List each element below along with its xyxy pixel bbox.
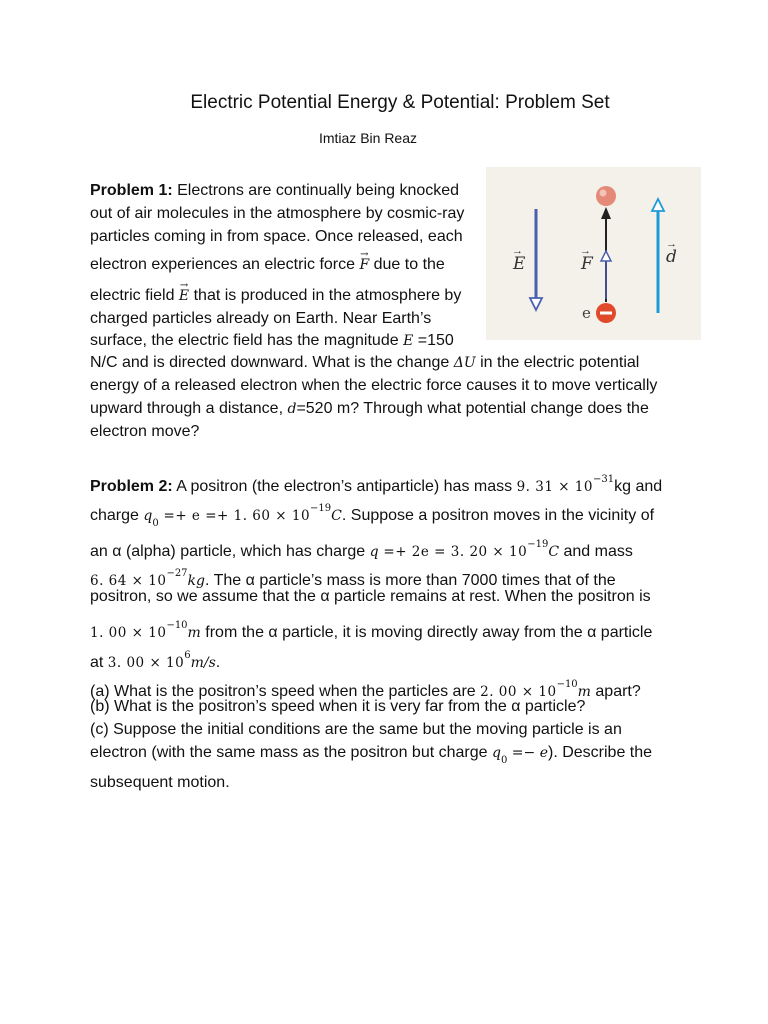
p1-line-2: out of air molecules in the atmosphere by cosmic-ray [90,205,465,222]
particle-top-icon [596,186,616,206]
p2-text: . [215,654,221,671]
field-symbol: → E [179,285,189,308]
electron-label: e [582,304,591,322]
force-label: F [581,254,593,274]
p2-text: electron (with the same mass as the positron but charge [90,744,492,761]
p1-text: in the electric potential [475,354,640,371]
math-value: =− e [507,745,548,761]
p2-text: and mass [559,543,633,560]
p2-text: kg and [614,478,663,495]
math-value: =+ e =+ 1. 60 × 10 [158,508,311,524]
math-exponent: −19 [527,539,549,550]
p1-line-5 [90,284,461,308]
math-value: 9. 31 × 10 [516,479,593,495]
author-name: Imtiaz Bin Reaz [318,130,418,146]
p2-text: apart? [590,683,641,700]
p1-text: Electrons are continually being knocked [172,182,460,199]
math-exponent: −31 [593,474,615,485]
math-subscript: 0 [500,755,508,766]
p2-line-7 [90,644,220,675]
p1-line-11: electron move? [90,423,200,440]
p2-text: an α (alpha) particle, which has charge [90,543,370,560]
math-symbol: q [491,745,501,761]
p1-line-1 [90,179,459,202]
math-value: =+ 2e = 3. 20 × 10 [378,544,528,560]
force-symbol: → F [359,254,369,277]
p1-text: that is produced in the atmosphere by [189,287,462,304]
p2-text: from the α particle, it is moving directly away from the α particle [200,624,653,641]
math-unit: C [548,544,560,560]
math-value: 6. 64 × 10 [90,573,167,589]
math-unit: m [577,684,591,700]
math-unit: m [187,625,201,641]
p1-line-6: charged particles already on Earth. Near Earth’s [90,310,432,327]
displacement-label: d [666,247,677,267]
p2-question-c-line-3: subsequent motion. [90,774,230,791]
figure-svg [486,167,701,340]
math-exponent: −27 [166,568,188,579]
p2-line-6 [90,614,652,645]
p1-line-9: energy of a released electron when the electric force causes it to move vertically [90,377,658,394]
page-title: Electric Potential Energy & Potential: Problem Set [190,92,610,113]
p1-line-10 [90,397,649,421]
force-label-arrow: → [580,245,591,257]
electron-minus-sign [600,312,612,315]
field-label: E [513,254,526,274]
displacement-label-arrow: → [666,238,677,250]
p2-text: (a) What is the positron’s speed when the particles are [90,683,481,700]
field-arrow-head [530,298,542,310]
particle-highlight [600,190,607,197]
math-value: 2. 00 × 10 [480,684,557,700]
math-exponent: −10 [166,620,188,631]
p2-text: . The α particle’s mass is more than 7000 times that of the [205,572,616,589]
p2-question-c-line-1: (c) Suppose the initial conditions are the same but the moving particle is an [90,721,622,738]
p1-line-3: particles coming in from space. Once released, each [90,228,463,245]
path-arrow-head [601,207,611,219]
p1-line-7 [90,329,454,353]
math-exponent: 6 [184,650,191,661]
p2-line-5: positron, so we assume that the α particle remains at rest. When the positron is [90,588,651,605]
field-label-arrow: → [512,245,523,257]
p2-text: at [90,654,108,671]
p1-text: due to the [369,256,445,273]
math-unit: kg [187,573,205,589]
field-magnitude-symbol: E [403,333,414,349]
p1-line-8 [90,351,639,375]
math-exponent: −10 [556,679,578,690]
p1-text: N/C and is directed downward. What is the change [90,354,454,371]
math-unit: C [331,508,342,524]
force-arrow-head [601,251,611,261]
displacement-arrow-head [652,199,664,211]
delta-u-symbol: ΔU [453,355,476,371]
p2-text: charge [90,507,144,524]
math-value: 1. 00 × 10 [90,625,167,641]
math-symbol: q [143,508,153,524]
math-exponent: −19 [310,503,332,514]
p2-line-1 [90,468,662,499]
p1-text: =150 [413,332,454,349]
p2-line-3 [90,533,633,564]
p2-line-2 [90,497,654,535]
p1-text: electric field [90,287,179,304]
math-value: 3. 00 × 10 [107,655,185,671]
math-unit: m/s [190,655,216,671]
p1-text: electron experiences an electric force [90,256,360,273]
math-symbol: q [369,544,379,560]
p1-text: =520 m? Through what potential change does the [296,400,649,417]
p1-text: upward through a distance, [90,400,288,417]
p2-text: . Suppose a positron moves in the vicinity of [341,507,655,524]
p2-question-c-line-2 [90,741,652,772]
p1-line-4 [90,253,445,277]
electric-field-figure [486,167,701,340]
math-subscript: 0 [152,518,159,529]
p2-heading: Problem 2: [90,478,173,495]
p2-text: A positron (the electron’s antiparticle) has mass [172,478,517,495]
p2-text: ). Describe the [547,744,653,761]
distance-symbol: d [287,401,297,417]
p1-text: surface, the electric field has the magnitude [90,332,404,349]
p2-question-b: (b) What is the positron’s speed when it is very far from the α particle? [90,698,586,715]
p1-heading: Problem 1: [90,182,173,199]
